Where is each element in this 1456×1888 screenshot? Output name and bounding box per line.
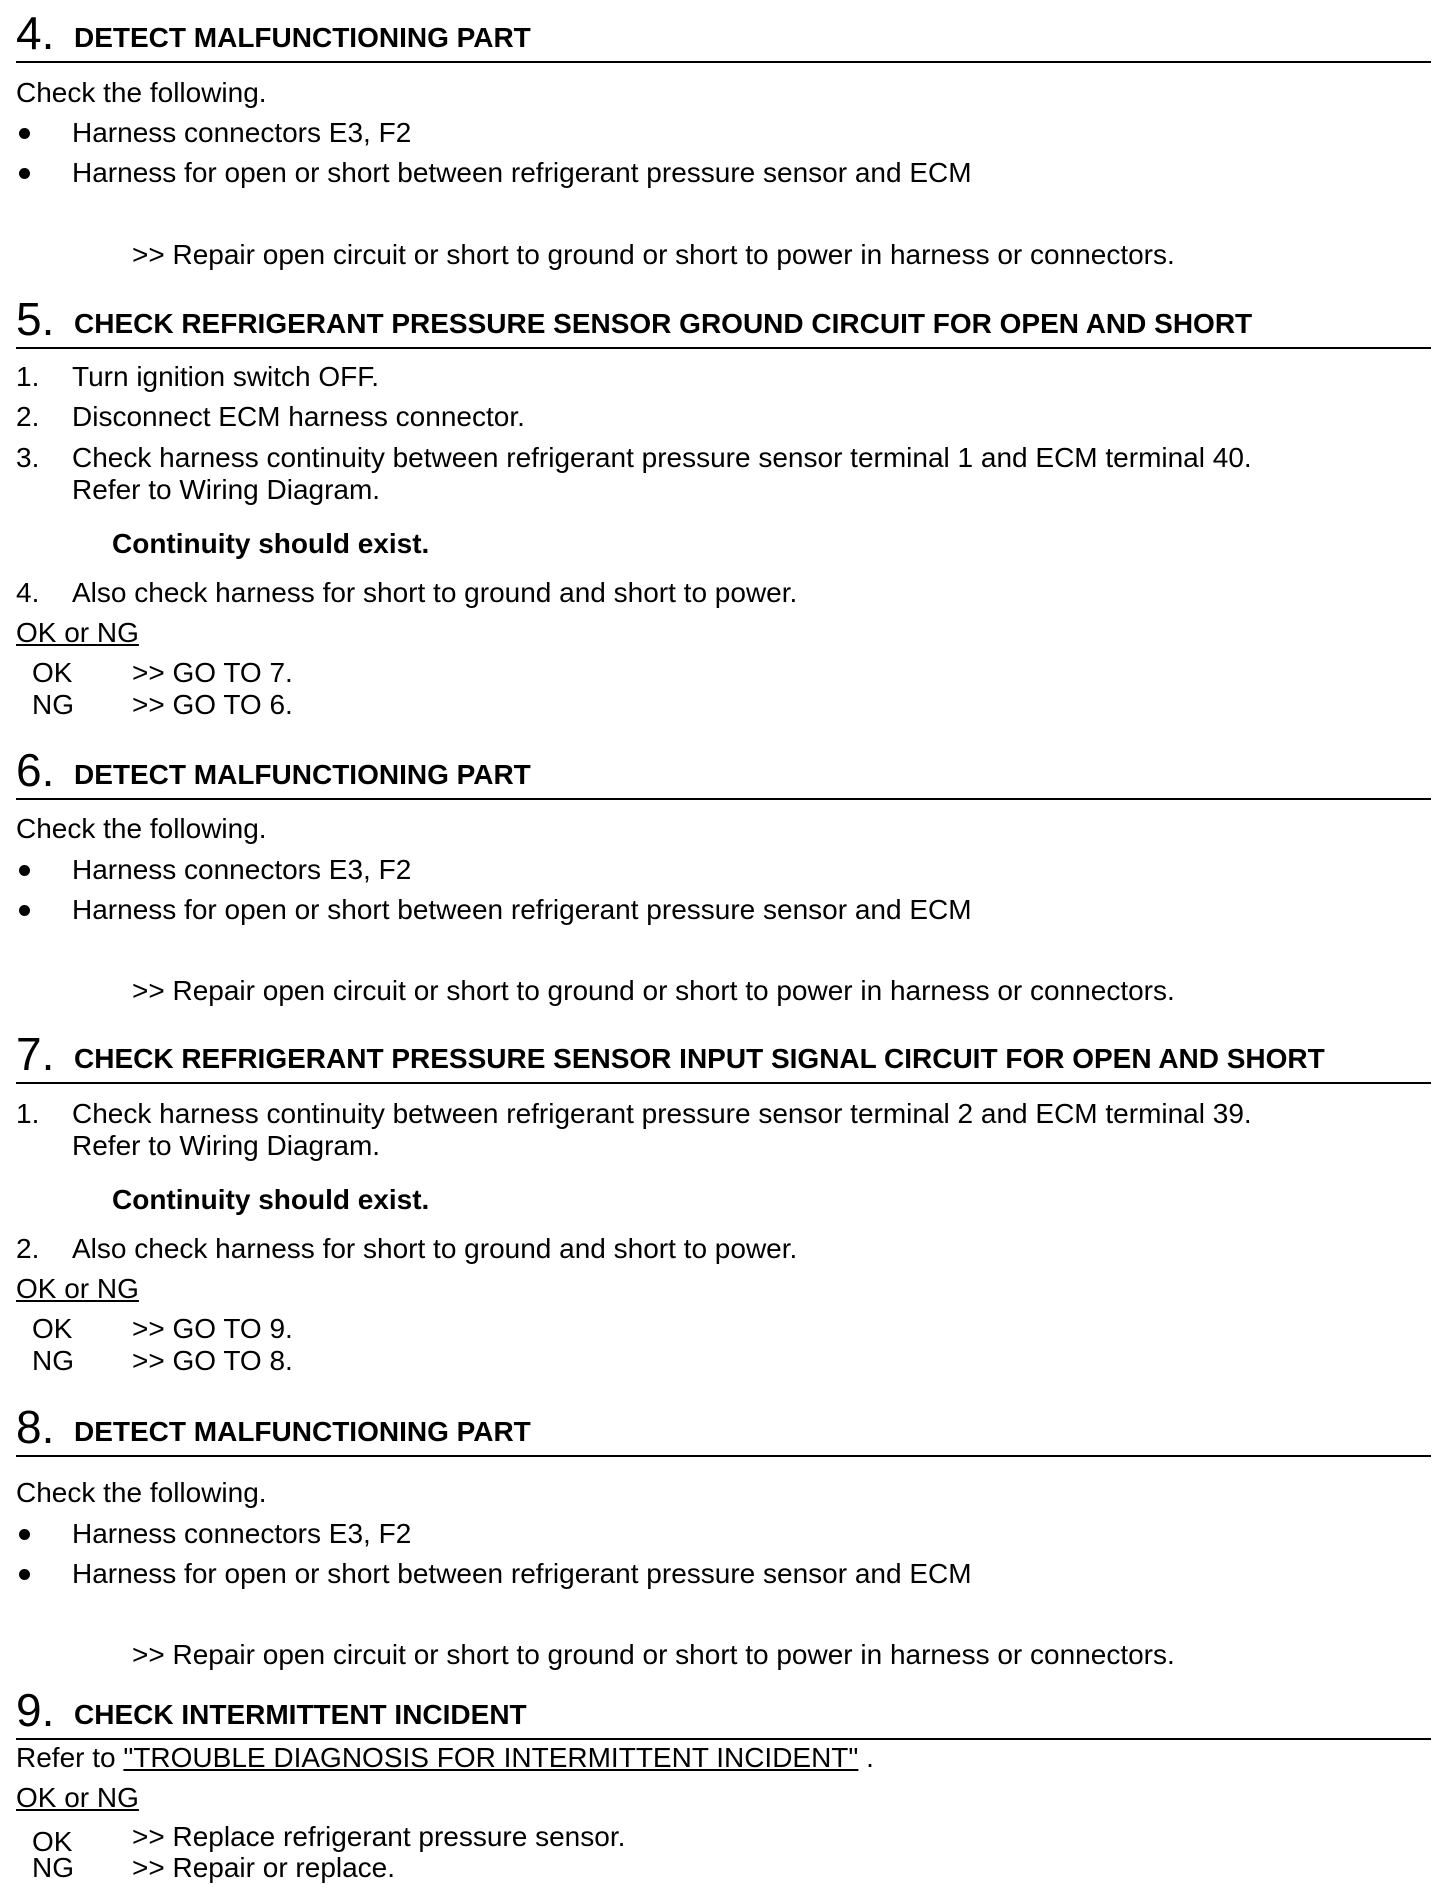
ok-ng-label: OK or NG bbox=[16, 617, 139, 648]
intro-text: Check the following. bbox=[16, 77, 267, 108]
section-number: 9. bbox=[16, 1684, 55, 1736]
bullet-icon bbox=[19, 1529, 30, 1540]
section-7-header bbox=[16, 1016, 1431, 1084]
intro-text: Check the following. bbox=[16, 813, 267, 844]
trouble-diagnosis-link[interactable]: "TROUBLE DIAGNOSIS FOR INTERMITTENT INCIDENT" bbox=[123, 1742, 859, 1773]
list-item: Harness connectors E3, F2 bbox=[72, 1518, 412, 1549]
ng-label: NG bbox=[32, 689, 74, 720]
section-number: 8. bbox=[16, 1401, 55, 1453]
section-title: CHECK REFRIGERANT PRESSURE SENSOR INPUT SIGNAL CIRCUIT FOR OPEN AND SHORT bbox=[74, 1043, 1325, 1074]
bullet-icon bbox=[19, 128, 30, 139]
bullet-icon bbox=[19, 865, 30, 876]
section-title: CHECK INTERMITTENT INCIDENT bbox=[74, 1699, 527, 1730]
step-number: 2. bbox=[16, 1233, 40, 1264]
section-title: DETECT MALFUNCTIONING PART bbox=[74, 1416, 531, 1447]
action-text: >> Repair open circuit or short to ground or short to power in harness or connectors. bbox=[132, 975, 1175, 1006]
ng-action: >> GO TO 6. bbox=[132, 689, 293, 720]
step-number: 4. bbox=[16, 577, 40, 608]
section-number: 5. bbox=[16, 293, 55, 345]
action-text: >> Repair open circuit or short to ground or short to power in harness or connectors. bbox=[132, 1639, 1175, 1670]
refer-prefix: Refer to bbox=[16, 1742, 124, 1773]
list-item: Harness connectors E3, F2 bbox=[72, 117, 412, 148]
step-number: 3. bbox=[16, 442, 40, 473]
list-item: Harness connectors E3, F2 bbox=[72, 854, 412, 885]
section-title: CHECK REFRIGERANT PRESSURE SENSOR GROUND CIRCUIT FOR OPEN AND SHORT bbox=[74, 308, 1253, 339]
intro-text: Check the following. bbox=[16, 1477, 267, 1508]
section-number: 6. bbox=[16, 744, 55, 796]
action-text: >> Repair open circuit or short to ground or short to power in harness or connectors. bbox=[132, 239, 1175, 270]
section-number: 7. bbox=[16, 1028, 55, 1080]
section-5-header bbox=[16, 280, 1431, 349]
step-text-continued: Refer to Wiring Diagram. bbox=[72, 474, 381, 505]
list-item: Harness for open or short between refrigerant pressure sensor and ECM bbox=[72, 157, 972, 188]
section-4-header bbox=[16, 0, 1431, 63]
section-6-header bbox=[16, 720, 1431, 800]
bullet-icon bbox=[19, 1569, 30, 1580]
section-title: DETECT MALFUNCTIONING PART bbox=[74, 22, 531, 53]
ok-action: >> GO TO 7. bbox=[132, 657, 293, 688]
step-text: Check harness continuity between refrigerant pressure sensor terminal 1 and ECM terminal 40. bbox=[72, 442, 1252, 473]
step-number: 2. bbox=[16, 401, 40, 432]
step-text-continued: Refer to Wiring Diagram. bbox=[72, 1130, 381, 1161]
bullet-icon bbox=[19, 168, 30, 179]
refer-text bbox=[16, 1743, 874, 1773]
step-number: 1. bbox=[16, 361, 40, 392]
step-text: Check harness continuity between refrigerant pressure sensor terminal 2 and ECM terminal 39. bbox=[72, 1098, 1252, 1129]
section-number: 4. bbox=[16, 7, 55, 59]
ok-ng-label: OK or NG bbox=[16, 1782, 139, 1813]
step-text: Turn ignition switch OFF. bbox=[72, 361, 380, 392]
ng-action: >> Repair or replace. bbox=[132, 1852, 396, 1883]
section-title: DETECT MALFUNCTIONING PART bbox=[74, 759, 531, 790]
step-text: Disconnect ECM harness connector. bbox=[72, 401, 525, 432]
ok-ng-label: OK or NG bbox=[16, 1273, 139, 1304]
bullet-icon bbox=[19, 905, 30, 916]
list-item: Harness for open or short between refrigerant pressure sensor and ECM bbox=[72, 894, 972, 925]
spec-text: Continuity should exist. bbox=[112, 528, 430, 559]
ng-label: NG bbox=[32, 1852, 74, 1883]
ng-label: NG bbox=[32, 1345, 74, 1376]
step-number: 1. bbox=[16, 1098, 40, 1129]
section-9-header bbox=[16, 1680, 1431, 1740]
refer-suffix: . bbox=[858, 1742, 874, 1773]
section-8-header bbox=[16, 1380, 1431, 1457]
step-text: Also check harness for short to ground and short to power. bbox=[72, 577, 798, 608]
ok-action: >> GO TO 9. bbox=[132, 1313, 293, 1344]
list-item: Harness for open or short between refrigerant pressure sensor and ECM bbox=[72, 1558, 972, 1589]
ok-label: OK bbox=[32, 1826, 73, 1857]
ok-label: OK bbox=[32, 1313, 73, 1344]
spec-text: Continuity should exist. bbox=[112, 1184, 430, 1215]
ok-action: >> Replace refrigerant pressure sensor. bbox=[132, 1821, 626, 1852]
ok-label: OK bbox=[32, 657, 73, 688]
ng-action: >> GO TO 8. bbox=[132, 1345, 293, 1376]
step-text: Also check harness for short to ground and short to power. bbox=[72, 1233, 798, 1264]
